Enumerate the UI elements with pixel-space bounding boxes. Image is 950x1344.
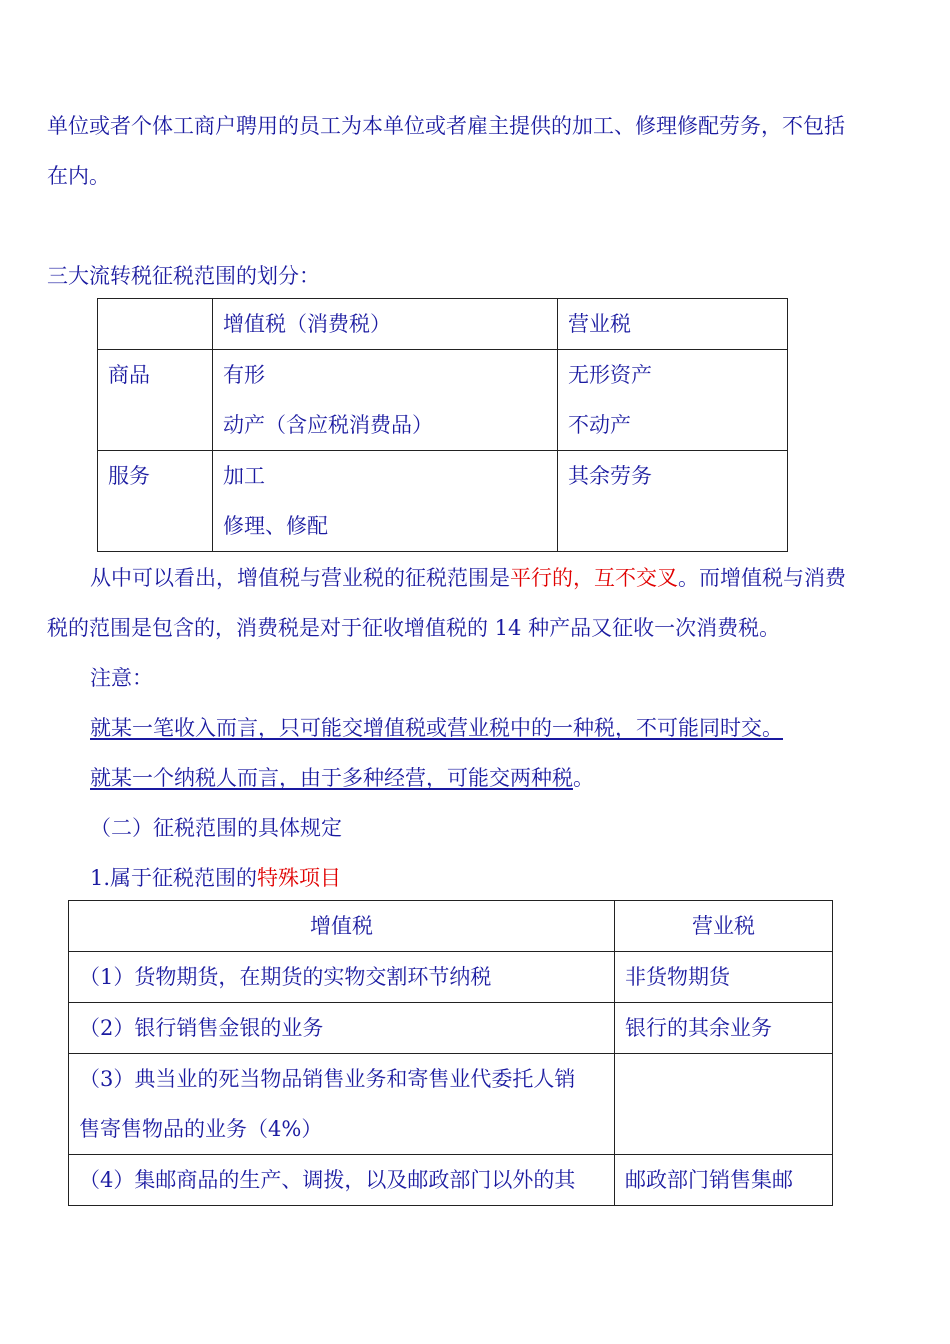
table-cell: 增值税（消费税） <box>213 299 558 350</box>
table-cell: 营业税 <box>558 299 788 350</box>
table-cell: 邮政部门销售集邮 <box>615 1155 833 1206</box>
table-row <box>69 1054 833 1155</box>
table-cell: 有形 动产（含应税消费品） <box>213 350 558 451</box>
table-row <box>69 952 833 1003</box>
intro-line-2: 在内。 <box>47 164 110 188</box>
note-label: 注意： <box>90 666 153 690</box>
table-row <box>98 451 788 552</box>
highlight-special-items: 特殊项目 <box>257 866 342 890</box>
table-cell: 加工 修理、修配 <box>213 451 558 552</box>
table-header-cell: 营业税 <box>615 901 833 952</box>
table-cell <box>98 299 213 350</box>
table-row <box>98 350 788 451</box>
highlight-parallel: 平行的，互不交叉 <box>510 566 678 590</box>
paragraph-line-1: 从中可以看出，增值税与营业税的征税范围是平行的，互不交叉。而增值税与消费 <box>90 566 846 590</box>
table-row <box>69 1003 833 1054</box>
table-cell: 无形资产 不动产 <box>558 350 788 451</box>
table-cell: （1）货物期货，在期货的实物交割环节纳税 <box>69 952 615 1003</box>
table-cell: 服务 <box>98 451 213 552</box>
special-items-table <box>68 900 833 1206</box>
section-title: 三大流转税征税范围的划分： <box>47 264 320 288</box>
note-line-2: 就某一个纳税人而言，由于多种经营，可能交两种税。 <box>90 766 594 790</box>
table-cell: （4）集邮商品的生产、调拨，以及邮政部门以外的其 <box>69 1155 615 1206</box>
table-row <box>98 299 788 350</box>
table-cell: （2）银行销售金银的业务 <box>69 1003 615 1054</box>
note-line-1: 就某一笔收入而言，只可能交增值税或营业税中的一种税，不可能同时交。 <box>90 716 783 740</box>
sub-title: （二）征税范围的具体规定 <box>90 816 342 840</box>
table-cell: 商品 <box>98 350 213 451</box>
table-row <box>69 901 833 952</box>
paragraph-line-2: 税的范围是包含的，消费税是对于征收增值税的 14 种产品又征收一次消费税。 <box>47 616 781 640</box>
table-header-cell: 增值税 <box>69 901 615 952</box>
tax-scope-table <box>97 298 788 552</box>
table-cell: 非货物期货 <box>615 952 833 1003</box>
table-cell: （3）典当业的死当物品销售业务和寄售业代委托人销 售寄售物品的业务（4%） <box>69 1054 615 1155</box>
table-cell: 其余劳务 <box>558 451 788 552</box>
intro-line-1: 单位或者个体工商户聘用的员工为本单位或者雇主提供的加工、修理修配劳务，不包括 <box>47 114 845 138</box>
table-row <box>69 1155 833 1206</box>
item-1-title: 1.属于征税范围的特殊项目 <box>90 866 342 890</box>
table-cell <box>615 1054 833 1155</box>
table-cell: 银行的其余业务 <box>615 1003 833 1054</box>
